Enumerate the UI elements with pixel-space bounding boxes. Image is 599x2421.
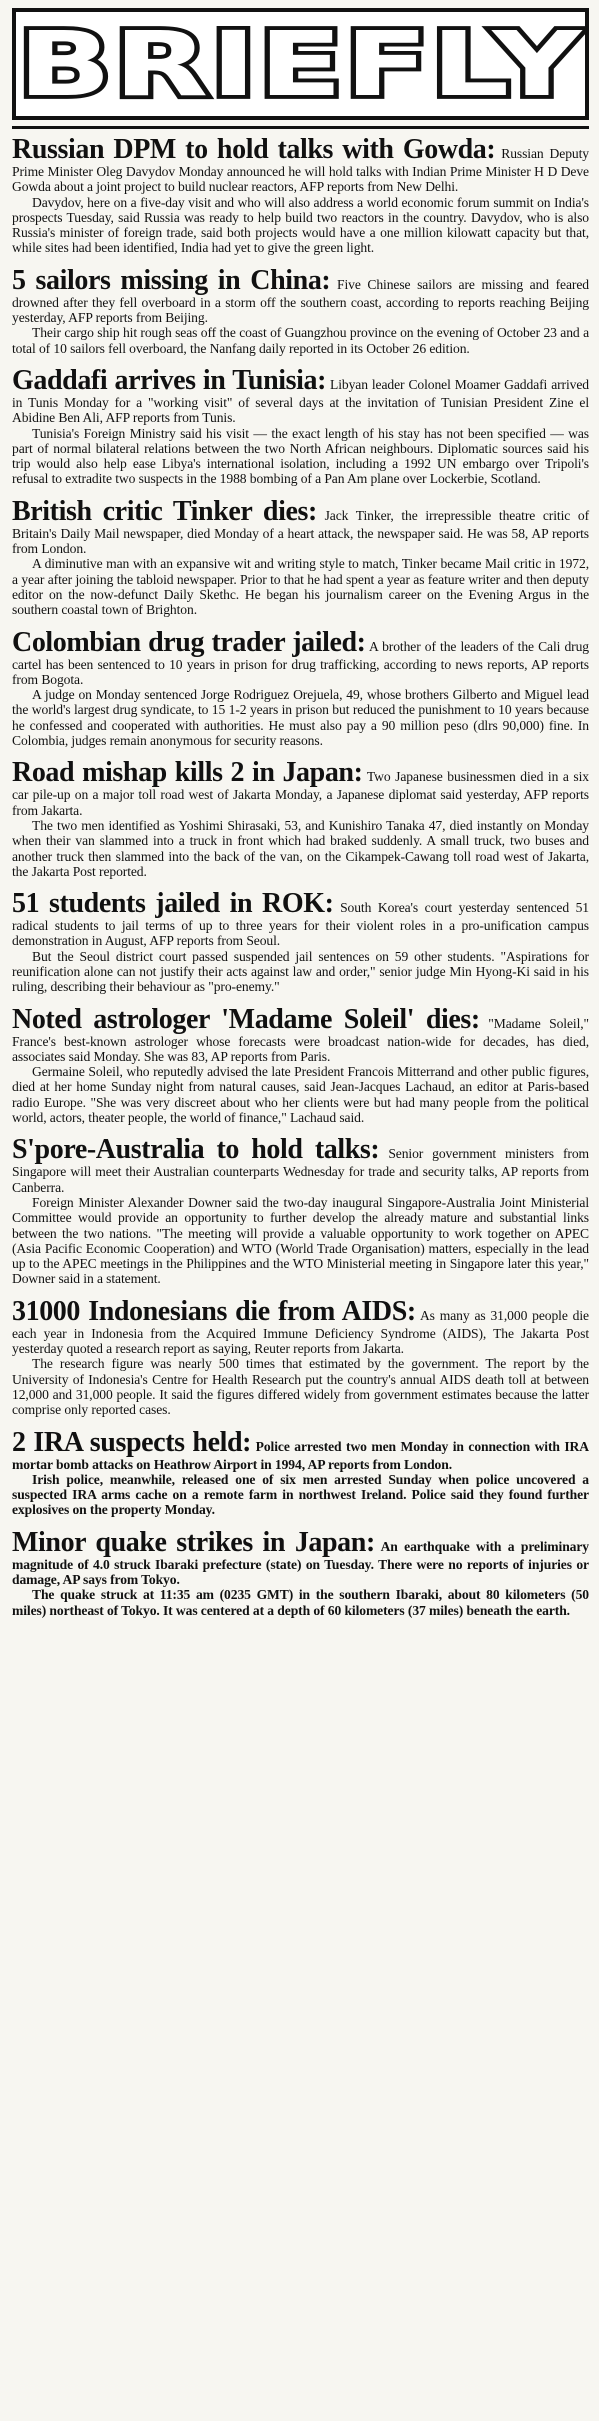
news-item-lead [12, 1428, 589, 1472]
news-item-lead [12, 1297, 589, 1357]
news-item-gaddafi [12, 366, 589, 487]
news-paragraph: Germaine Soleil, who reputedly advised the late President Francois Mitterrand and other public figures, died at her home Sunday night from natural causes, said Jean-Jacques Lachaud, an editor at Paris-based radio Europe. "She was very discreet about who her clients were but had many people from the political world, actors, theater people, the world of finance," Lachaud said. [12, 1064, 589, 1126]
news-headline: Colombian drug trader jailed: [12, 626, 366, 658]
news-item-ira [12, 1428, 589, 1518]
news-paragraph: Tunisia's Foreign Ministry said his visit — the exact length of his stay has not been specified — was part of normal bilateral relations between the two North African neighbours. Diplomatic sources said his trip would also help ease Libya's international isolation, including a 1992 UN embargo over Tripoli's refusal to extradite two suspects in the 1988 bombing of a Pan Am plane over Lockerbie, Scotland. [12, 425, 589, 487]
news-headline: Noted astrologer 'Madame Soleil' dies: [12, 1003, 480, 1035]
news-paragraph: A judge on Monday sentenced Jorge Rodriguez Orejuela, 49, whose brothers Gilberto and Miguel lead the world's largest drug syndicate, to 15 1-2 years in prison but reduced the punishment to 10 years because he confessed and cooperated with authorities. He must also pay a 90 million peso (dlrs 90,000) fine. In Colombia, judges remain anonymous for security reasons. [12, 687, 589, 749]
news-item-lead [12, 497, 589, 557]
news-item-lead [12, 1528, 589, 1588]
news-lead-text: Russian Deputy Prime Minister Oleg Davydov Monday announced he will hold talks with Indian Prime Minister H D Deve Gowda about a joint project to build nuclear reactors, AFP reports from New Delhi. [12, 146, 589, 195]
news-paragraph: Irish police, meanwhile, released one of six men arrested Sunday when police uncovered a suspected IRA arms cache on a remote farm in northwest Ireland. Police said they found further explosives on the property Monday. [12, 1471, 589, 1518]
news-lead-text: Senior government ministers from Singapore will meet their Australian counterparts Wednesday for trade and security talks, AP reports from Canberra. [12, 1146, 589, 1195]
news-headline: Road mishap kills 2 in Japan: [12, 757, 363, 789]
news-paragraph: Foreign Minister Alexander Downer said the two-day inaugural Singapore-Australia Joint Ministerial Committee would provide an opportunity to further develop the already mature and substantial links between the two nations. "The meeting will provide a valuable opportunity to work together on APEC (Asia Pacific Economic Cooperation) and WTO (World Trade Organisation) matters, especially in the lead up to the APEC meetings in the Philippines and the WTO Ministerial meeting in Singapore later this year," Downer said in a statement. [12, 1194, 589, 1287]
news-item-lead [12, 1135, 589, 1195]
news-item-colombia [12, 628, 589, 749]
news-paragraph: A diminutive man with an expansive wit and writing style to match, Tinker became Mail critic in 1972, a year after joining the tabloid newspaper. Prior to that he had spent a year as feature writer and then deputy editor on the now-defunct Daily Skethc. He began his journalism career on the Evening Argus in the southern coastal town of Brighton. [12, 556, 589, 618]
news-headline: S'pore-Australia to hold talks: [12, 1134, 380, 1166]
news-item-madame-soleil [12, 1005, 589, 1126]
news-item-japan-quake [12, 1528, 589, 1618]
news-paragraph: The quake struck at 11:35 am (0235 GMT) in the southern Ibaraki, about 80 kilometers (50 miles) northeast of Tokyo. It was centered at a depth of 60 kilometers (37 miles) beneath the earth. [12, 1587, 589, 1618]
news-lead-text: Two Japanese businessmen died in a six car pile-up on a major toll road west of Jakarta Monday, a Japanese diplomat said yesterday, AFP reports from Jakarta. [12, 769, 589, 818]
news-item-indonesia-aids [12, 1297, 589, 1418]
news-paragraph: Davydov, here on a five-day visit and who will also address a world economic forum summit on India's prospects Tuesday, said Russia was ready to help build two reactors in the country. Davydov, who is also Russia's minister of foreign trade, said both projects would have a one million kilowatt capacity but that, while sites had been identified, India had yet to give the green light. [12, 194, 589, 256]
news-item-tinker [12, 497, 589, 618]
news-lead-text: Libyan leader Colonel Moamer Gaddafi arrived in Tunis Monday for a "working visit" of several days at the invitation of Tunisian President Zine el Abidine Ben Ali, AFP reports from Tunis. [12, 376, 589, 426]
news-lead-text: An earthquake with a preliminary magnitude of 4.0 struck Ibaraki prefecture (state) on Tuesday. There were no reports of injuries or damage, AP says from Tokyo. [12, 1538, 589, 1587]
news-lead-text: A brother of the leaders of the Cali drug cartel has been sentenced to 10 years in prison for drug trafficking, according to news reports, AP reports from Bogota. [12, 638, 589, 687]
masthead-rule [12, 126, 589, 129]
news-lead-text: Five Chinese sailors are missing and feared drowned after they fell overboard in a storm off the southern coast, according to reports reaching Beijing yesterday, AFP reports from Beijing. [12, 276, 589, 326]
news-item-russia [12, 135, 589, 256]
news-headline: 51 students jailed in ROK: [12, 888, 334, 920]
news-headline: 2 IRA suspects held: [12, 1426, 252, 1458]
news-lead-text: As many as 31,000 people die each year in Indonesia from the Acquired Immune Deficiency Syndrome (AIDS), The Jakarta Post yesterday quoted a research report as saying, Reuter reports from Jakarta. [12, 1307, 589, 1357]
news-item-lead [12, 758, 589, 818]
news-headline: Gaddafi arrives in Tunisia: [12, 364, 327, 396]
news-paragraph: The two men identified as Yoshimi Shirasaki, 53, and Kunishiro Tanaka 47, died instantly on Monday when their van slammed into a truck in front which had braked suddenly. A small truck, two buses and another truck then slammed into the back of the van, on the Cikampek-Cawang toll road west of Jakarta, the Jakarta Post reported. [12, 817, 589, 879]
news-item-lead [12, 1005, 589, 1065]
news-headline: Russian DPM to hold talks with Gowda: [12, 134, 496, 165]
news-headline: 5 sailors missing in China: [12, 264, 331, 296]
news-headline: British critic Tinker dies: [12, 495, 317, 527]
news-paragraph: Their cargo ship hit rough seas off the coast of Guangzhou province on the evening of October 23 and a total of 10 sailors fell overboard, the Nanfang daily reported in its October 26 edition. [12, 325, 589, 356]
news-item-lead [12, 628, 589, 688]
masthead [12, 8, 589, 120]
news-headline: 31000 Indonesians die from AIDS: [12, 1295, 416, 1327]
news-lead-text: "Madame Soleil," France's best-known astrologer whose forecasts were broadcast nation-wide for decades, has died, associates said Monday. She was 83, AP reports from Paris. [12, 1015, 589, 1064]
news-item-lead [12, 366, 589, 426]
masthead-title: BRIEFLY [17, 11, 584, 117]
news-paragraph: The research figure was nearly 500 times that estimated by the government. The report by the University of Indonesia's Centre for Health Research put the country's annual AIDS death toll at between 12,000 and 31,000 people. It said the figures differed widely from government estimates because the latter comprise only reported cases. [12, 1356, 589, 1418]
news-item-singapore-australia [12, 1135, 589, 1286]
news-item-lead [12, 889, 589, 949]
news-lead-text: Jack Tinker, the irrepressible theatre critic of Britain's Daily Mail newspaper, died Monday of a heart attack, the newspaper said. He was 58, AP reports from London. [12, 507, 589, 557]
news-item-japan-road [12, 758, 589, 879]
news-item-lead [12, 135, 589, 195]
news-item-china-sailors [12, 266, 589, 356]
news-lead-text: Police arrested two men Monday in connection with IRA mortar bomb attacks on Heathrow Airport in 1994, AP reports from London. [12, 1438, 589, 1472]
news-item-lead [12, 266, 589, 326]
news-item-rok-students [12, 889, 589, 994]
news-paragraph: But the Seoul district court passed suspended jail sentences on 59 other students. "Aspirations for reunification alone can not justify their acts against law and order," senior judge Min Hyong-Ki said in his ruling, describing their behaviour as "pro-enemy." [12, 948, 589, 995]
news-headline: Minor quake strikes in Japan: [12, 1526, 375, 1558]
news-lead-text: South Korea's court yesterday sentenced 51 radical students to jail terms of up to three years for their violent roles in a pro-unification campus demonstration in August, AFP reports from Seoul. [12, 900, 589, 949]
